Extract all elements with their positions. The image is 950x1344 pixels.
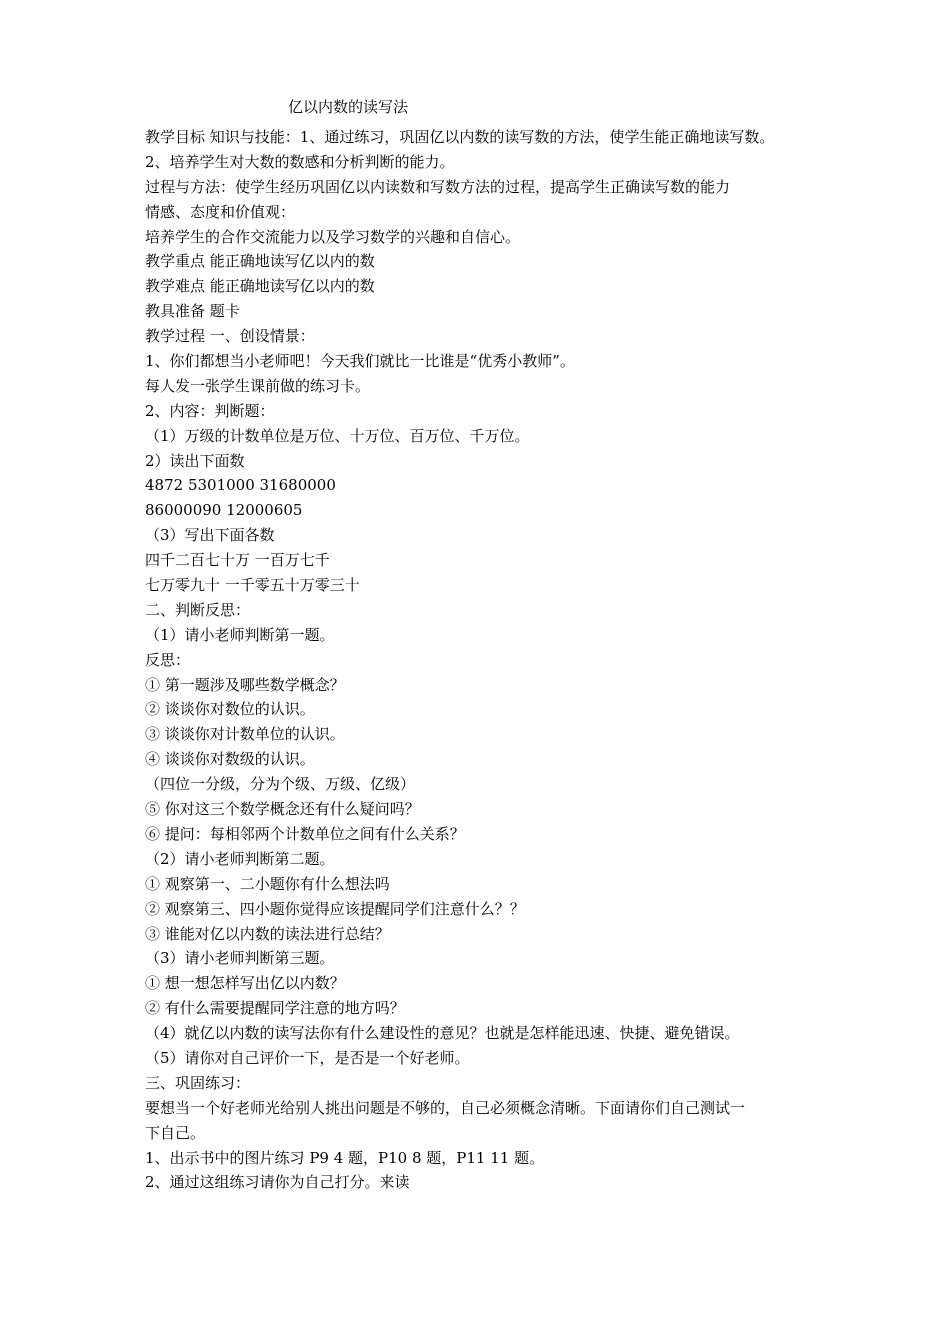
document-line: 2、培养学生对大数的数感和分析判断的能力。 (145, 152, 455, 171)
document-line: （1）万级的计数单位是万位、十万位、百万位、千万位。 (145, 426, 530, 445)
document-line: ② 谈谈你对数位的认识。 (145, 700, 315, 719)
document-line: ⑥ 提问：每相邻两个计数单位之间有什么关系？ (145, 824, 465, 843)
document-line: 4872 5301000 31680000 (145, 476, 336, 495)
document-line: 每人发一张学生课前做的练习卡。 (145, 376, 371, 395)
document-line: 教学重点 能正确地读写亿以内的数 (145, 252, 375, 271)
document-line: 四千二百七十万 一百万七千 (145, 551, 330, 570)
document-line: ① 想一想怎样写出亿以内数？ (145, 974, 345, 993)
document-line: （3）请小老师判断第三题。 (145, 949, 335, 968)
document-line: 教学过程 一、创设情景： (145, 327, 315, 346)
document-line: ③ 谈谈你对计数单位的认识。 (145, 725, 345, 744)
document-line: 下自己。 (145, 1123, 206, 1142)
document-line: 情感、态度和价值观： (145, 202, 296, 221)
document-line: （5）请你对自己评价一下，是否是一个好老师。 (145, 1048, 470, 1067)
document-line: （1）请小老师判断第一题。 (145, 625, 335, 644)
document-line: ⑤ 你对这三个数学概念还有什么疑问吗？ (145, 800, 420, 819)
document-line: （4）就亿以内数的读写法你有什么建设性的意见？也就是怎样能迅速、快捷、避免错误。 (145, 1024, 740, 1043)
document-line: ③ 谁能对亿以内数的读法进行总结？ (145, 924, 390, 943)
document-line: （3）写出下面各数 (145, 526, 275, 545)
document-line: 教学难点 能正确地读写亿以内的数 (145, 277, 375, 296)
document-line: ④ 谈谈你对数级的认识。 (145, 750, 315, 769)
document-line: ② 有什么需要提醒同学注意的地方吗？ (145, 999, 405, 1018)
document-line: 七万零九十 一千零五十万零三十 (145, 576, 360, 595)
document-line: 三、巩固练习： (145, 1073, 251, 1092)
document-body (145, 125, 825, 1195)
document-line: （四位一分级，分为个级、万级、亿级） (145, 775, 416, 794)
document-line: 2）读出下面数 (145, 451, 245, 470)
document-line: 2、内容：判断题： (145, 401, 275, 420)
document-line: 1、出示书中的图片练习 P9 4 题，P10 8 题，P11 11 题。 (145, 1148, 545, 1167)
document-line: 要想当一个好老师光给别人挑出问题是不够的，自己必须概念清晰。下面请你们自己测试一 (145, 1098, 746, 1117)
document-line: 86000090 12000605 (145, 501, 303, 520)
document-title: 亿以内数的读写法 (288, 98, 409, 116)
document-line: 培养学生的合作交流能力以及学习数学的兴趣和自信心。 (145, 227, 521, 246)
document-line: 教具准备 题卡 (145, 302, 240, 321)
document-line: （2）请小老师判断第二题。 (145, 849, 335, 868)
document-line: ① 第一题涉及哪些数学概念？ (145, 675, 345, 694)
document-line: 1、你们都想当小老师吧！今天我们就比一比谁是“优秀小教师”。 (145, 352, 575, 371)
document-line: 反思： (145, 650, 191, 669)
document-line: 2、通过这组练习请你为自己打分。来读 (145, 1173, 410, 1192)
document-line: ② 观察第三、四小题你觉得应该提醒同学们注意什么？？ (145, 899, 525, 918)
document-line: 二、判断反思： (145, 600, 251, 619)
document-line: 过程与方法：使学生经历巩固亿以内读数和写数方法的过程，提高学生正确读写数的能力 (145, 177, 731, 196)
document-line: ① 观察第一、二小题你有什么想法吗 (145, 874, 390, 893)
document-line: 教学目标 知识与技能：1、通过练习，巩固亿以内数的读写数的方法，使学生能正确地读写数。 (145, 128, 775, 146)
